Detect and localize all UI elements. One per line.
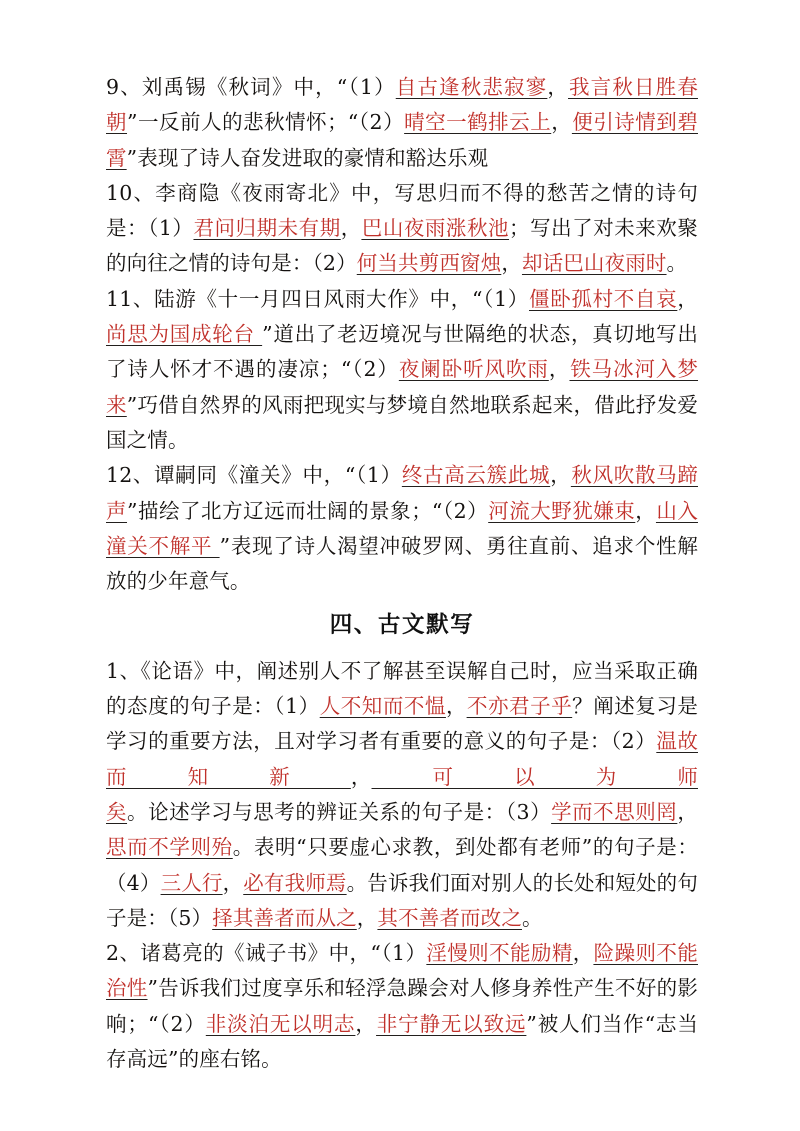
prompt-text: 9、刘禹锡《秋词》中，“（1） — [106, 75, 396, 99]
answer-separator: ， — [350, 764, 372, 789]
answer-blank: 山入潼关不解平 — [106, 498, 698, 558]
answer-blank: 必有我师焉 — [243, 870, 347, 895]
answer-separator: ， — [356, 905, 378, 930]
answer-blank: 僵卧孤村不自哀 — [529, 286, 678, 311]
prompt-text: ”表现了诗人奋发进取的豪情和豁达乐观 — [126, 145, 489, 170]
answer-separator: ， — [548, 357, 570, 382]
answer-blank: 非淡泊无以明志 — [205, 1011, 356, 1036]
answer-separator: ， — [677, 286, 698, 311]
answer-separator: ， — [222, 870, 244, 895]
prompt-text: ？阐述复习是学习的重要方法，且对学习者有重要的意义的句子是：（2） — [106, 694, 699, 754]
answer-blank: 淫慢则不能励精 — [426, 941, 573, 966]
prompt-text: ”巧借自然界的风雨把现实与梦境自然地联系起来，借此抒发爱国之情。 — [106, 392, 698, 452]
prompt-text: ”描绘了北方辽远而壮阔的景象；“（2） — [127, 498, 489, 523]
answer-blank: 便引诗情到碧霄 — [106, 110, 698, 170]
answer-blank: 巴山夜雨涨秋池 — [361, 216, 510, 241]
prompt-text: 。告诉我们面对别人的长处和短处的句子是：（5） — [106, 870, 698, 930]
prompt-text: 1、《论语》中，阐述别人不了解甚至误解自己时，应当采取正确的态度的句子是：（1） — [106, 658, 698, 719]
answer-blank: 择其善者而从之 — [212, 905, 357, 930]
answer-blank: 何当共剪西窗烛 — [356, 251, 502, 276]
answer-separator: ， — [501, 251, 522, 276]
prompt-text: 10、李商隐《夜雨寄北》中，写思归而不得的愁苦之情的诗句是：（1） — [106, 180, 698, 241]
prompt-text: ”道出了老迈境况与世隔绝的状态，真切地写出了诗人怀才不遇的凄凉；“（2） — [106, 322, 698, 382]
prompt-text: ”表现了诗人渴望冲破罗网、勇往直前、追求个性解放的少年意气。 — [106, 533, 698, 594]
answer-blank: 河流大野犹嫌束 — [488, 498, 636, 523]
question-item-10 — [106, 176, 698, 282]
prompt-text: 。 — [666, 251, 688, 276]
question-item-11 — [106, 282, 698, 458]
answer-blank: 君问归期未有期 — [193, 216, 341, 241]
answer-blank: 不亦君子乎 — [466, 694, 573, 719]
question-item-12 — [106, 458, 698, 599]
answer-separator: ， — [635, 498, 656, 523]
question-item-2 — [106, 936, 698, 1077]
section-four-body — [106, 654, 698, 1078]
section-three-body — [106, 70, 698, 599]
question-item-1 — [106, 654, 698, 936]
prompt-text: ”一反前人的悲秋情怀；“（2） — [127, 110, 405, 135]
answer-blank: 非宁静无以致远 — [376, 1011, 527, 1036]
answer-separator: ， — [572, 941, 594, 966]
answer-separator: ， — [551, 110, 572, 135]
section-four-heading: 四、古文默写 — [329, 612, 475, 639]
answer-blank: 人不知而不愠 — [319, 694, 446, 719]
answer-separator: ， — [677, 799, 698, 824]
answer-blank: 我言秋日胜春朝 — [106, 75, 698, 135]
prompt-text: 。表明“只要虚心求教，到处都有老师”的句子是：（4） — [106, 835, 698, 895]
answer-blank: 终古高云簇此城 — [401, 463, 551, 488]
answer-blank: 铁马冰河入梦来 — [106, 357, 699, 417]
answer-blank: 险躁则不能治性 — [106, 941, 698, 1001]
answer-separator: ， — [340, 216, 362, 241]
answer-blank: 夜阑卧听风吹雨 — [398, 357, 549, 382]
answer-blank: 其不善者而改之 — [377, 905, 522, 930]
prompt-text: 2、诸葛亮的《诫子书》中，“（1） — [106, 941, 427, 966]
answer-blank: 思而不学则殆 — [106, 835, 233, 860]
answer-blank: 温故而知新 — [106, 729, 698, 789]
answer-blank: 尚思为国成轮台 — [106, 322, 263, 347]
document-content — [106, 70, 698, 1077]
answer-blank: 自古逢秋悲寂寥 — [395, 75, 548, 99]
prompt-text: 11、陆游《十一月四日风雨大作》中，“（1） — [106, 286, 529, 311]
prompt-text: 。论述学习与思考的辨证关系的句子是：（3） — [127, 799, 552, 824]
answer-separator: ， — [355, 1011, 377, 1036]
answer-blank: 晴空一鹤排云上 — [404, 110, 552, 135]
prompt-text: 。 — [521, 905, 543, 930]
question-item-9 — [106, 70, 698, 176]
prompt-text: ”告诉我们过度享乐和轻浮急躁会对人修身养性产生不好的影响；“（2） — [106, 976, 698, 1036]
answer-blank: 三人行 — [160, 870, 223, 895]
answer-blank: 秋风吹散马蹄声 — [106, 463, 698, 523]
answer-blank: 学而不思则罔 — [551, 799, 678, 824]
prompt-text: ；写出了对未来欢聚的向往之情的诗句是：（2） — [106, 216, 698, 276]
answer-separator: ， — [547, 75, 569, 99]
answer-blank: 却话巴山夜雨时 — [521, 251, 667, 276]
answer-separator: ， — [445, 694, 467, 719]
prompt-text: 12、谭嗣同《潼关》中，“（1） — [106, 463, 402, 488]
prompt-text: ”被人们当作“志当存高远”的座右铭。 — [106, 1011, 698, 1072]
answer-separator: ， — [550, 463, 571, 488]
answer-blank: 可以为师矣 — [106, 764, 698, 824]
